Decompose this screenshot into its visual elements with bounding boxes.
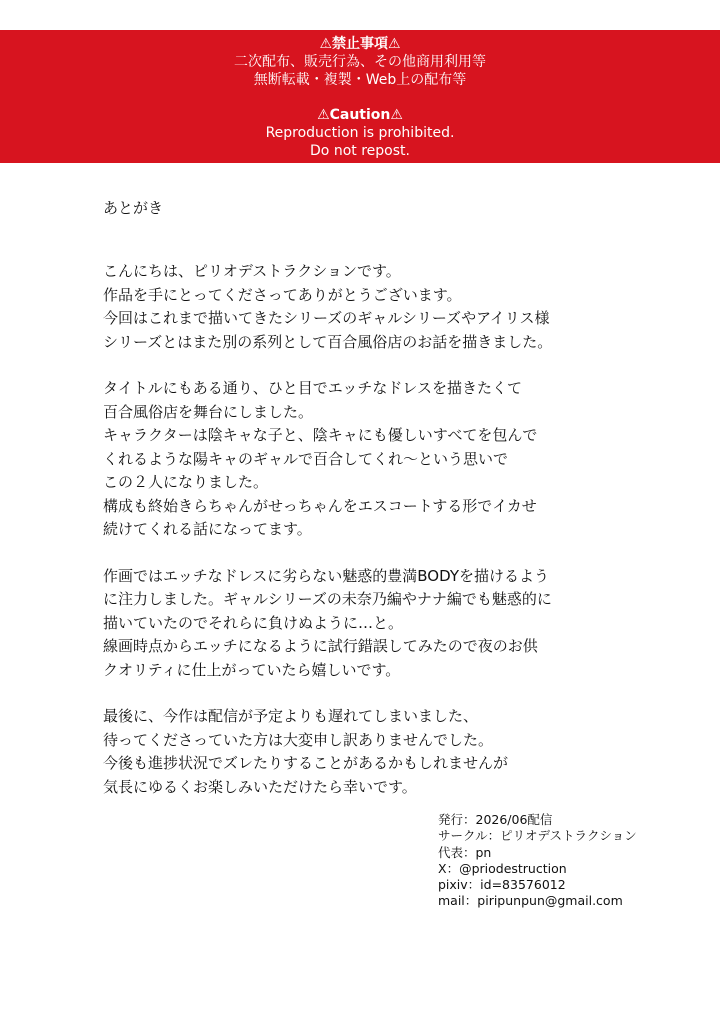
colophon <box>438 812 637 910</box>
prohibited-line-2: 無断転載・複製・Web上の配布等 <box>253 72 467 88</box>
colophon-mail: mail：piripunpun@gmail.com <box>438 893 623 909</box>
paragraph-line: 今回はこれまで描いてきたシリーズのギャルシリーズやアイリス様 <box>103 309 550 327</box>
paragraph-line: 線画時点からエッチになるように試行錯誤してみたので夜のお供 <box>103 637 538 655</box>
colophon-circle: サークル：ピリオデストラクション <box>438 828 637 844</box>
paragraph-line: 作品を手にとってくださってありがとうございます。 <box>103 285 462 304</box>
colophon-pixiv: pixiv：id=83576012 <box>438 877 566 893</box>
paragraph-line: こんにちは、ピリオデストラクションです。 <box>103 262 401 280</box>
afterword-heading: あとがき <box>103 199 164 217</box>
paragraph <box>103 377 703 542</box>
paragraph <box>103 705 703 799</box>
afterword-body <box>103 260 703 822</box>
paragraph-line: 百合風俗店を舞台にしました。 <box>103 402 314 421</box>
paragraph-line: 気長にゆるくお楽しみいただけたら幸いです。 <box>103 777 417 796</box>
paragraph-line: くれるような陽キャのギャルで百合してくれ〜という思いで <box>103 449 509 468</box>
caution-title: ⚠Caution⚠ <box>317 107 403 123</box>
warning-banner <box>0 30 720 163</box>
paragraph-line: 続けてくれる話になってます。 <box>103 520 312 538</box>
paragraph-line: シリーズとはまた別の系列として百合風俗店のお話を描きました。 <box>103 332 553 351</box>
colophon-issued: 発行：2026/06配信 <box>438 812 553 827</box>
paragraph-line: この２人になりました。 <box>103 473 269 491</box>
caution-line-2: Do not repost. <box>310 143 410 159</box>
colophon-representative: 代表：pn <box>438 844 492 860</box>
paragraph-line: に注力しました。ギャルシリーズの未奈乃編やナナ編でも魅惑的に <box>103 590 552 608</box>
paragraph-line: 最後に、今作は配信が予定よりも遅れてしまいました、 <box>103 707 479 725</box>
paragraph-line: クオリティに仕上がっていたら嬉しいです。 <box>103 660 401 679</box>
paragraph-line: キャラクターは陰キャな子と、陰キャにも優しいすべてを包んで <box>103 426 538 444</box>
paragraph <box>103 565 703 683</box>
caution-line-1: Reproduction is prohibited. <box>265 125 455 141</box>
paragraph-line: 待ってくださっていた方は大変申し訳ありませんでした。 <box>103 730 494 749</box>
paragraph-line: 構成も終始きらちゃんがせっちゃんをエスコートする形でイカせ <box>103 496 537 515</box>
prohibited-title: ⚠禁止事項⚠ <box>319 36 401 52</box>
paragraph-line: 今後も進捗状況でズレたりすることがあるかもしれませんが <box>103 754 509 772</box>
paragraph-line: 描いていたのでそれらに負けぬように…と。 <box>103 613 404 632</box>
paragraph <box>103 260 703 354</box>
paragraph-line: タイトルにもある通り、ひと目でエッチなドレスを描きたくて <box>103 379 522 397</box>
paragraph-line: 作画ではエッチなドレスに劣らない魅惑的豊満BODYを描けるよう <box>103 566 549 585</box>
prohibited-line-1: 二次配布、販売行為、その他商用利用等 <box>234 54 486 70</box>
colophon-x-account: X：@priodestruction <box>438 860 567 876</box>
